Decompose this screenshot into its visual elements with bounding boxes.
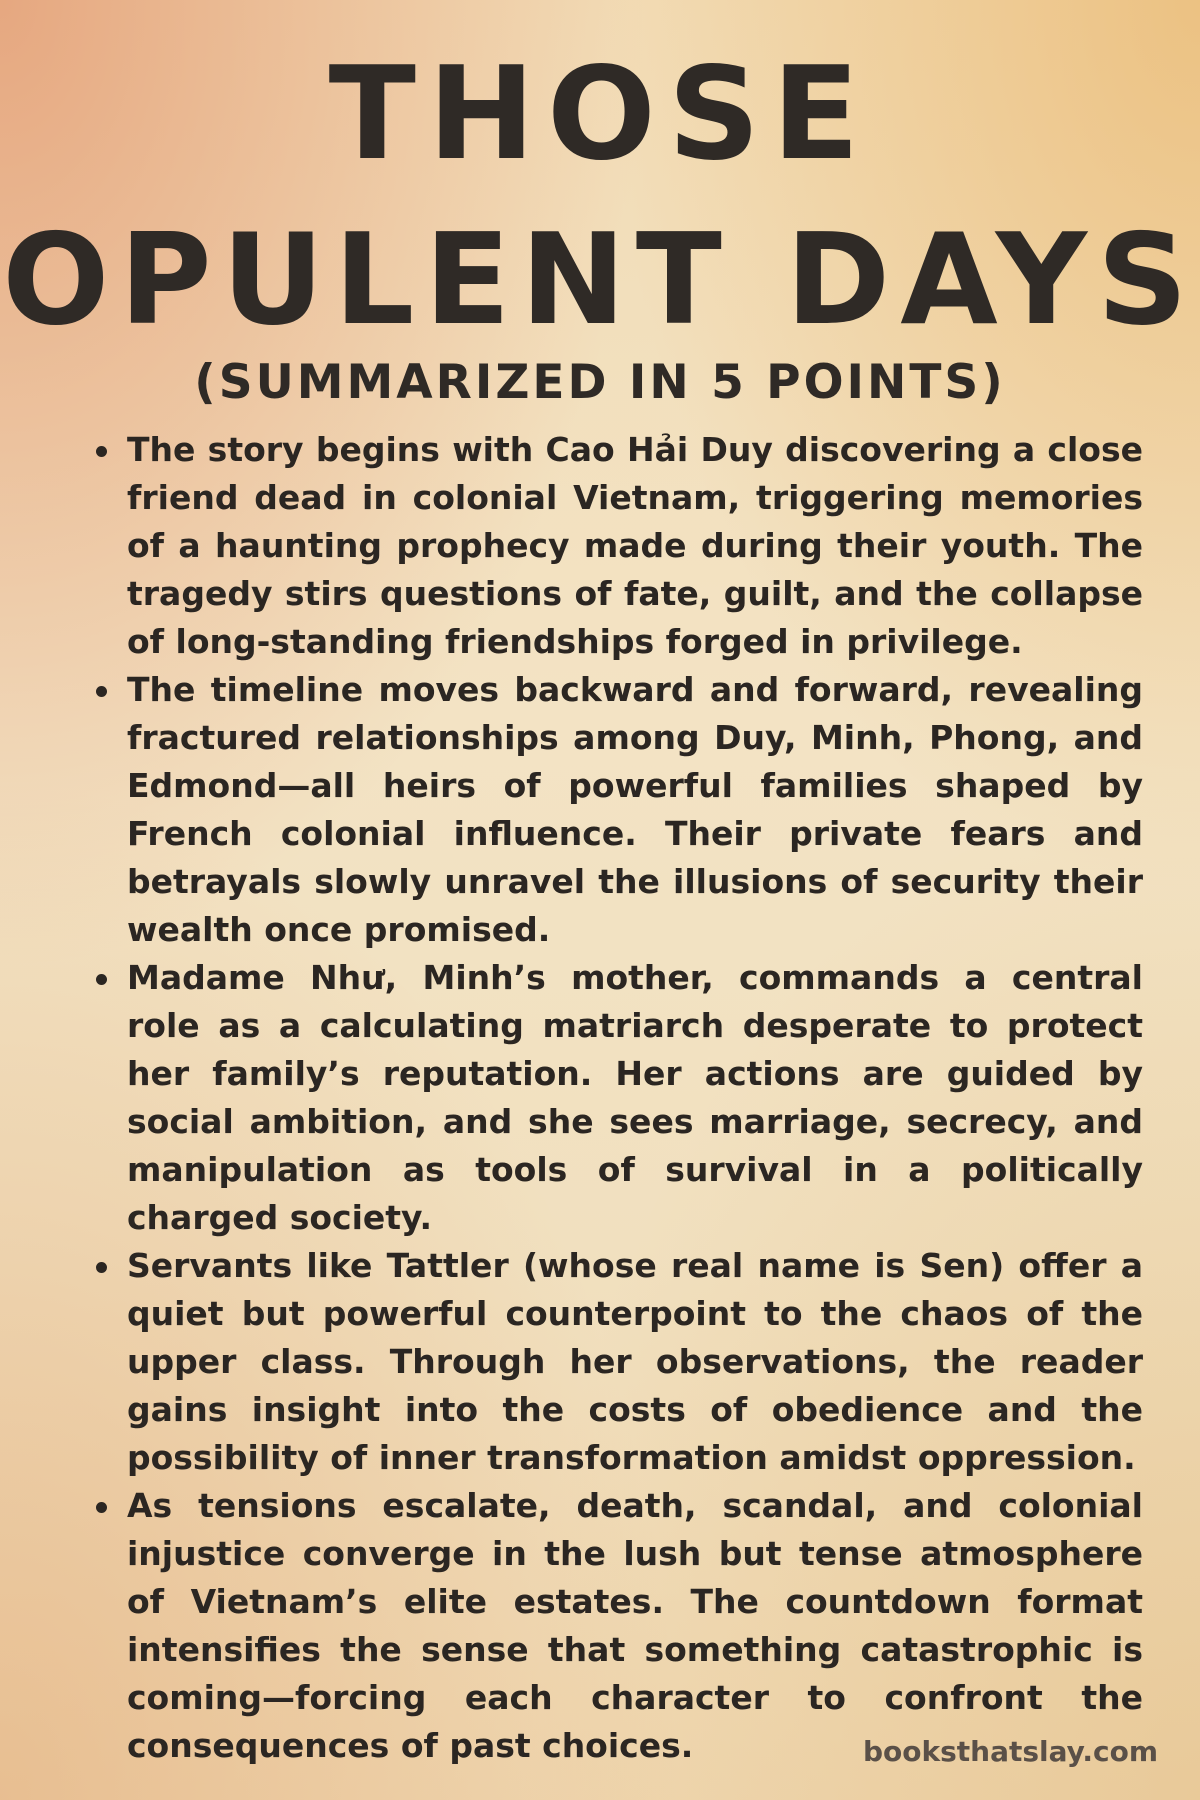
bullet-icon [96, 1262, 107, 1273]
summary-point-3 [90, 954, 1143, 1242]
summary-point-text: As tensions escalate, death, scandal, and colonial injustice converge in the lush but tense atmosphere of Vietnam’s elite estates. The countdown format intensifies the sense that something catastrophic is coming—forcing each character to confront the consequences of past choices. [127, 1486, 1143, 1765]
bullet-icon [96, 974, 107, 985]
website-credit: booksthatslay.com [862, 1735, 1158, 1768]
summary-point-text: The timeline moves backward and forward, revealing fractured relationships among Duy, Minh, Phong, and Edmond—all heirs of powerful families shaped by French colonial influence. Their private fears and betrayals slowly unravel the illusions of security their wealth once promised. [127, 670, 1143, 949]
summary-point-text: Madame Như, Minh’s mother, commands a central role as a calculating matriarch desperate to protect her family’s reputation. Her actions are guided by social ambition, and she sees marriage, secrecy, and manipulation as tools of survival in a politically charged society. [127, 958, 1143, 1237]
title-line-1: THOSE [328, 40, 872, 189]
summary-point-2 [90, 666, 1143, 954]
summary-point-text: The story begins with Cao Hải Duy discovering a close friend dead in colonial Vietnam, triggering memories of a haunting prophecy made during their youth. The tragedy stirs questions of fate, guilt, and the collapse of long-standing friendships forged in privilege. [127, 430, 1143, 661]
summary-point-4 [90, 1242, 1143, 1482]
summary-point-text: Servants like Tattler (whose real name is Sen) offer a quiet but powerful counterpoint to the chaos of the upper class. Through her observations, the reader gains insight into the costs of obedience and the possibility of inner transformation amidst oppression. [127, 1246, 1143, 1477]
subtitle: (SUMMARIZED IN 5 POINTS) [194, 355, 1006, 410]
summary-point-5 [90, 1482, 1143, 1770]
title-line-2: OPULENT DAYS [2, 206, 1198, 353]
bullet-icon [96, 1502, 107, 1513]
summary-points-list [90, 426, 1143, 1770]
bullet-icon [96, 446, 107, 457]
bullet-icon [96, 686, 107, 697]
summary-point-1 [90, 426, 1143, 666]
